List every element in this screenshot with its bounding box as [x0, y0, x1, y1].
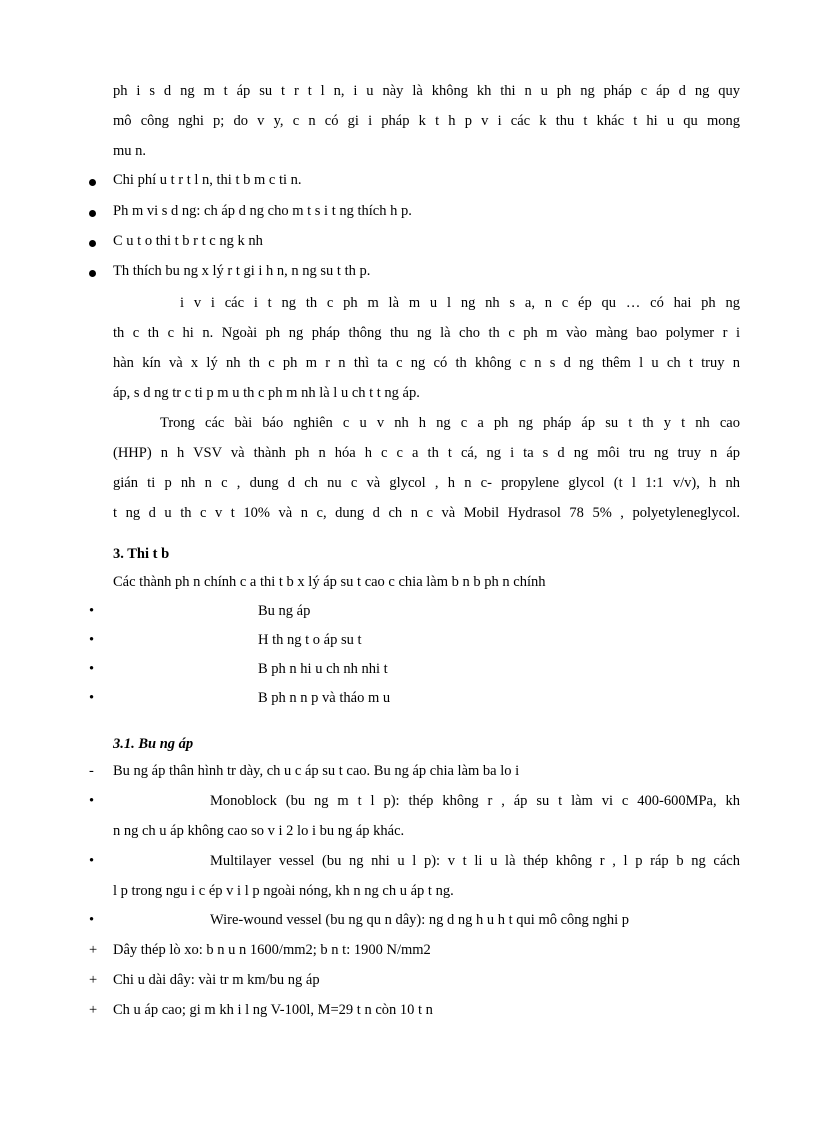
- dash-marker: -: [89, 763, 94, 779]
- multilayer-line-1: Multilayer vessel (bu ng nhi u l p): v t li u là thép không r , l p ráp b ng cách: [210, 853, 740, 869]
- bullet-dot-icon: [89, 264, 96, 282]
- plus-marker: +: [89, 942, 98, 958]
- bullet-item: Chi phí u t r t l n, thi t b m c ti n.: [113, 172, 302, 188]
- bullet-item: Ph m vi s d ng: ch áp d ng cho m t s i t ng thích h p.: [113, 203, 412, 219]
- plus-marker: +: [89, 972, 98, 988]
- section-3-heading: 3. Thi t b: [113, 546, 170, 562]
- bullet-item: Th thích bu ng x lý r t gi i h n, n ng su t th p.: [113, 263, 371, 279]
- paragraph-3-line-4: t ng d u th c v t 10% và n c, dung d ch n c và Mobil Hydrasol 78 5% , polyetyleneglycol.: [113, 505, 740, 521]
- wire-detail-item: Chi u dài dây: vài tr m km/bu ng áp: [113, 972, 320, 988]
- paragraph-3-line-3: gián ti p nh n c , dung d ch nu c và glycol , h n c- propylene glycol (t l 1:1 v/v), h nh: [113, 475, 740, 491]
- paragraph-1-line-2: mô công nghi p; do v y, c n có gi i pháp k t h p v i các k thu t khác t hi u qu mong: [113, 113, 740, 129]
- bullet-item: C u t o thi t b r t c ng k nh: [113, 233, 263, 249]
- bullet-dot-icon: [89, 234, 96, 252]
- small-bullet-icon: •: [89, 661, 95, 677]
- small-bullet-icon: •: [89, 603, 95, 619]
- wire-wound-line: Wire-wound vessel (bu ng qu n dây): ng d ng h u h t qui mô công nghi p: [210, 912, 630, 928]
- wire-detail-item: Dây thép lò xo: b n u n 1600/mm2; b n t: 1900 N/mm2: [113, 942, 431, 958]
- wire-detail-item: Ch u áp cao; gi m kh i l ng V-100l, M=29 t n còn 10 t n: [113, 1002, 433, 1018]
- paragraph-3-line-1: Trong các bài báo nghiên c u v nh h ng c a ph ng pháp áp su t th y t nh cao: [160, 415, 740, 431]
- bullet-dot-icon: [89, 204, 96, 222]
- component-item: B ph n hi u ch nh nhi t: [258, 661, 388, 677]
- paragraph-2-line-3: hàn kín và x lý nh th c ph m r n thì ta c ng có th không c n s d ng thêm l u ch t truy n: [113, 355, 740, 371]
- small-bullet-icon: •: [89, 853, 95, 869]
- monoblock-line-1: Monoblock (bu ng m t l p): thép không r , áp su t làm vi c 400-600MPa, kh: [210, 793, 740, 809]
- plus-marker: +: [89, 1002, 98, 1018]
- component-item: B ph n n p và tháo m u: [258, 690, 391, 706]
- multilayer-line-2: l p trong ngu i c ép v i l p ngoài nóng, kh n ng ch u áp t ng.: [113, 883, 454, 899]
- paragraph-3-line-2: (HHP) n h VSV và thành ph n hóa h c c a th t cá, ng i ta s d ng môi tru ng truy n áp: [113, 445, 740, 461]
- small-bullet-icon: •: [89, 690, 95, 706]
- small-bullet-icon: •: [89, 793, 95, 809]
- monoblock-line-2: n ng ch u áp không cao so v i 2 lo i bu ng áp khác.: [113, 823, 405, 839]
- paragraph-1-line-3: mu n.: [113, 143, 147, 159]
- chamber-intro: Bu ng áp thân hình tr dày, ch u c áp su t cao. Bu ng áp chia làm ba lo i: [113, 763, 520, 779]
- paragraph-2-line-2: th c th c hi n. Ngoài ph ng pháp thông thu ng là cho th c ph m vào màng bao polymer r i: [113, 325, 740, 341]
- paragraph-2-line-4: áp, s d ng tr c ti p m u th c ph m nh là l u ch t t ng áp.: [113, 385, 420, 401]
- component-item: Bu ng áp: [258, 603, 311, 619]
- paragraph-2-line-1: i v i các i t ng th c ph m là m u l ng nh s a, n c ép qu … có hai ph ng: [180, 295, 740, 311]
- section-3-1-heading: 3.1. Bu ng áp: [113, 736, 194, 752]
- small-bullet-icon: •: [89, 912, 95, 928]
- bullet-dot-icon: [89, 173, 96, 191]
- small-bullet-icon: •: [89, 632, 95, 648]
- component-item: H th ng t o áp su t: [258, 632, 362, 648]
- section-3-intro: Các thành ph n chính c a thi t b x lý áp su t cao c chia làm b n b ph n chính: [113, 574, 546, 590]
- paragraph-1-line-1: ph i s d ng m t áp su t r t l n, i u này là không kh thi n u ph ng pháp c áp d ng quy: [113, 83, 740, 99]
